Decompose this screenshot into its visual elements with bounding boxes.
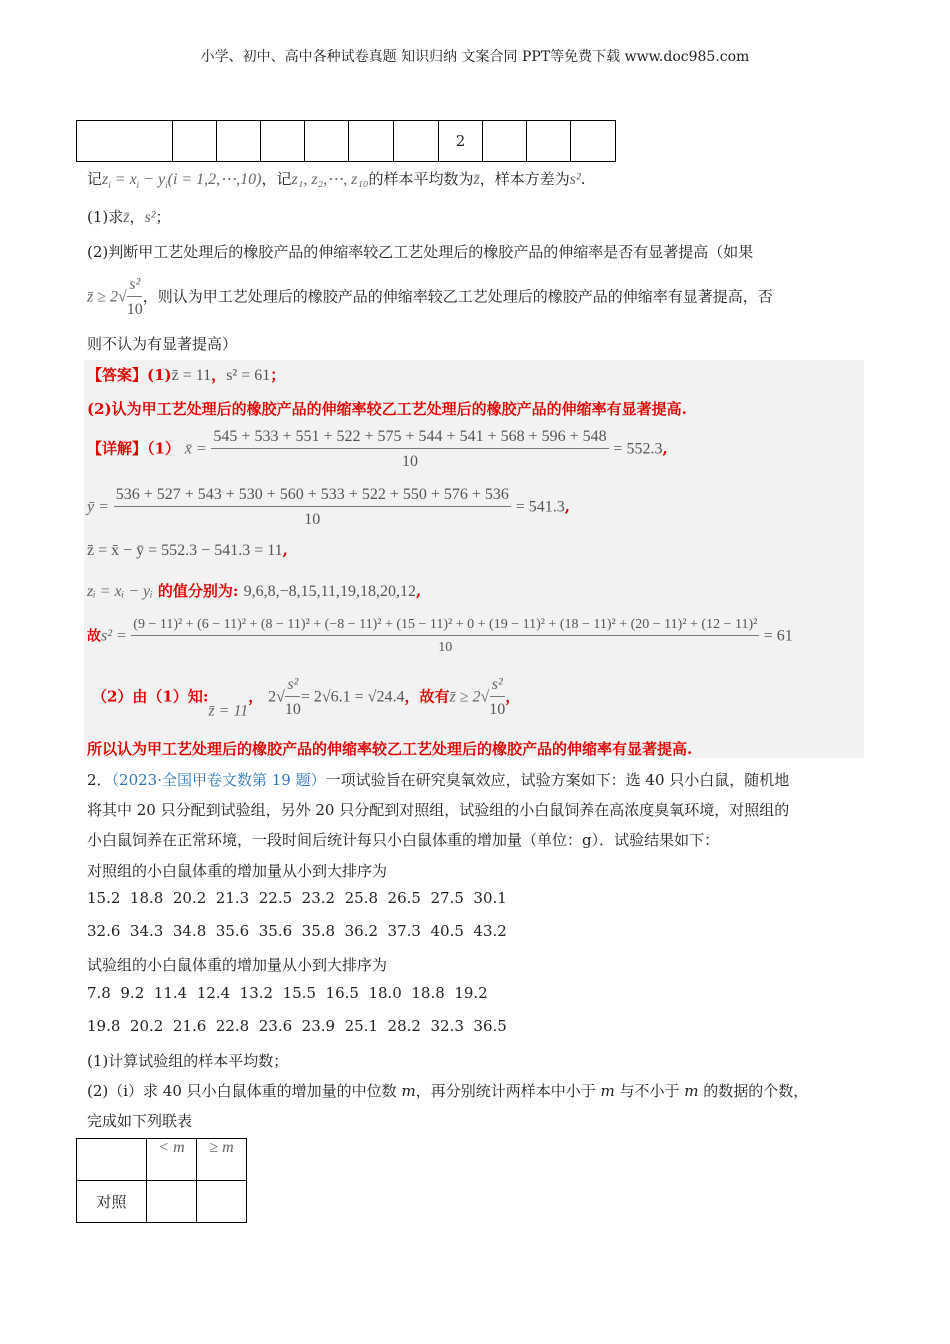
text: 的值分别为: [152, 582, 244, 600]
math: z̄ [473, 171, 480, 188]
test-row-2: 19.8 20.2 21.6 22.8 23.6 23.9 25.1 28.2 32.3 36.5 [87, 1017, 507, 1035]
text: (2)（ⅰ）求 40 只小白鼠体重的增加量的中位数 [87, 1082, 402, 1100]
math: z̄ ≥ 2√ [449, 688, 490, 706]
table-cell [349, 121, 394, 162]
fraction [489, 676, 505, 719]
answer-label: 【答案】(1) [87, 366, 172, 384]
detail-ybar: ȳ = $\frac{536 + 527 + 543 + 530 + 560 + 533 + 522 + 550 + 576 + 536}{10}$ = 541.3, [87, 486, 570, 528]
math: i [136, 180, 140, 190]
math: s² [569, 171, 581, 188]
control-title: 对照组的小白鼠体重的增加量从小到大排序为 [87, 862, 388, 880]
math: z₁, z₂,⋯, z₁₀ [291, 171, 369, 188]
text: . [580, 170, 586, 188]
numerator: s² [127, 276, 142, 297]
q2-part1: (1)计算试验组的样本平均数； [87, 1052, 289, 1070]
table-cell [394, 121, 439, 162]
fraction [131, 617, 759, 656]
denominator: 10 [284, 701, 301, 718]
math: 9,6,8,−8,15,11,19,18,20,12 [243, 583, 417, 600]
q2-line1 [87, 769, 789, 790]
math: z̄ = x̄ − ȳ = 552.3 − 541.3 = 11 [87, 542, 283, 559]
math: (i = 1,2,⋯,10) [167, 171, 262, 188]
text: ， [211, 366, 227, 384]
table-row [77, 121, 616, 162]
text: ， [505, 687, 521, 706]
table-cell [483, 121, 527, 162]
question-definition [87, 168, 586, 190]
text: ，样本方差为 [479, 170, 570, 188]
text: 的样本平均数为 [368, 170, 474, 188]
fraction [211, 428, 608, 471]
fraction [114, 486, 511, 529]
math: s² = 61 [226, 367, 271, 384]
math: s² [144, 209, 156, 226]
table-header [77, 1139, 147, 1181]
detail-variance [87, 617, 793, 656]
table-header: < m [147, 1139, 197, 1181]
math: i [165, 180, 168, 190]
numerator: s² [490, 676, 505, 697]
math: ȳ = [87, 498, 109, 516]
math: z [102, 171, 109, 188]
detail-label: 【详解】（1） [87, 439, 180, 458]
numerator: 545 + 533 + 551 + 522 + 575 + 544 + 541 + 568 + 596 + 548 [211, 428, 608, 449]
text: ； [155, 208, 171, 226]
denominator: 10 [304, 511, 321, 528]
q2-line3: 小白鼠饲养在正常环境，一段时间后统计每只小白鼠体重的增加量（单位：g）．试验结果如下： [87, 831, 720, 849]
control-row-2: 32.6 34.3 34.8 35.6 35.6 35.8 36.2 37.3 40.5 43.2 [87, 922, 507, 940]
text: 一项试验旨在研究臭氧效应，试验方案如下：选 40 只小白鼠，随机地 [325, 771, 790, 789]
text: （2）由（1）知: [92, 687, 209, 706]
test-row-1: 7.8 9.2 11.4 12.4 13.2 15.5 16.5 18.0 18.8 19.2 [87, 984, 488, 1002]
numerator: 536 + 527 + 543 + 530 + 560 + 533 + 522 + 550 + 576 + 536 [114, 486, 511, 507]
math: z̄ ≥ 2√ [87, 288, 127, 306]
table-cell [217, 121, 261, 162]
control-row-1: 15.2 18.8 20.2 21.3 22.5 23.2 25.8 26.5 27.5 30.1 [87, 889, 507, 907]
math: m [600, 1082, 615, 1100]
answer-line-2: (2)认为甲工艺处理后的橡胶产品的伸缩率较乙工艺处理后的橡胶产品的伸缩率有显著提高. [87, 400, 687, 418]
fraction [127, 276, 143, 319]
detail-zbar: z̄ = x̄ − ȳ = 552.3 − 541.3 = 11, [87, 541, 288, 559]
test-title: 试验组的小白鼠体重的增加量从小到大排序为 [87, 956, 388, 974]
text: ，故有 [404, 687, 450, 706]
table-cell [571, 121, 616, 162]
detail-xbar: 【详解】（1） x̄ = $\frac{545 + 533 + 551 + 522 + 575 + 544 + 541 + 568 + 596 + 548}{10}$ = 552.3, [87, 428, 668, 470]
text: 的数据的个数， [698, 1082, 809, 1100]
q2-part2-line2: 完成如下列联表 [87, 1112, 193, 1130]
q2-part2 [87, 1080, 808, 1101]
table-cell [261, 121, 305, 162]
table-header-row [77, 1139, 247, 1181]
page-header: 小学、初中、高中各种试卷真题 知识归纳 文案合同 PPT等免费下载 www.doc985.com [200, 49, 750, 65]
math: zᵢ = xᵢ − yᵢ [87, 583, 153, 600]
math: m [401, 1082, 416, 1100]
table-cell: 2 [439, 121, 483, 162]
q2-line2: 将其中 20 只分配到试验组，另外 20 只分配到对照组，试验组的小白鼠饲养在高浓度臭氧环境，对照组的 [87, 801, 790, 819]
text: ， [248, 687, 264, 706]
table-cell [197, 1181, 247, 1223]
math: i [108, 180, 111, 190]
table-cell [527, 121, 571, 162]
math: z̄ [123, 209, 130, 226]
math: z̄ = 11 [171, 367, 212, 384]
math: m [684, 1082, 699, 1100]
denominator: 10 [126, 301, 143, 318]
math: = 541.3 [515, 498, 565, 516]
math: = x [110, 171, 137, 188]
detail-conclusion: 所以认为甲工艺处理后的橡胶产品的伸缩率较乙工艺处理后的橡胶产品的伸缩率有显著提高. [87, 740, 693, 758]
table-header: ≥ m [197, 1139, 247, 1181]
question-number: 2． [87, 771, 112, 789]
math: − y [139, 171, 166, 188]
contingency-table [76, 1138, 247, 1223]
text: ，则认为甲工艺处理后的橡胶产品的伸缩率较乙工艺处理后的橡胶产品的伸缩率有显著提高，否 [142, 287, 773, 306]
denominator: 10 [402, 453, 419, 470]
table-cell [173, 121, 217, 162]
math: 2√ [268, 688, 285, 706]
question-part-2: (2)判断甲工艺处理后的橡胶产品的伸缩率较乙工艺处理后的橡胶产品的伸缩率是否有显著提高（如果 [87, 243, 754, 261]
math: = 2√6.1 = √24.4 [300, 688, 405, 706]
table-cell [77, 121, 173, 162]
denominator: 10 [489, 701, 506, 718]
text: 与不小于 [614, 1082, 685, 1100]
detail-part-2 [92, 676, 520, 721]
numerator: (9 − 11)² + (6 − 11)² + (8 − 11)² + (−8 − 11)² + (15 − 11)² + 0 + (19 − 11)² + (18 − 11)² + (20 − 11)² + (12 − 11)² [131, 617, 759, 636]
math: x̄ = [184, 440, 207, 458]
answer-line-1 [87, 364, 285, 385]
math: s² = [101, 627, 127, 645]
question-part-2-line3: 则不认为有显著提高） [87, 335, 238, 353]
question-source: （2023·全国甲卷文数第 19 题） [111, 771, 326, 789]
text: 故 [87, 628, 101, 645]
fraction [285, 676, 301, 719]
question-part-2-line2 [87, 276, 773, 319]
math: z̄ = 11 [208, 702, 249, 720]
denominator: 10 [438, 640, 453, 655]
math: = 552.3 [613, 440, 663, 458]
text: ， [129, 208, 145, 226]
table-cell [305, 121, 349, 162]
detail-zi-values: zᵢ = xᵢ − yᵢ 的值分别为: 9,6,8,−8,15,11,19,18,20,12, [87, 582, 422, 600]
question-part-1 [87, 206, 171, 227]
text: 记 [87, 170, 103, 188]
text: ，记 [261, 170, 292, 188]
table-row [77, 1181, 247, 1223]
data-table-top [76, 120, 616, 162]
math: = 61 [763, 627, 793, 645]
table-cell [147, 1181, 197, 1223]
text: (1)求 [87, 208, 124, 226]
text: ； [270, 366, 286, 384]
numerator: s² [285, 676, 300, 697]
text: ，再分别统计两样本中小于 [415, 1082, 601, 1100]
table-cell: 对照 [77, 1181, 147, 1223]
